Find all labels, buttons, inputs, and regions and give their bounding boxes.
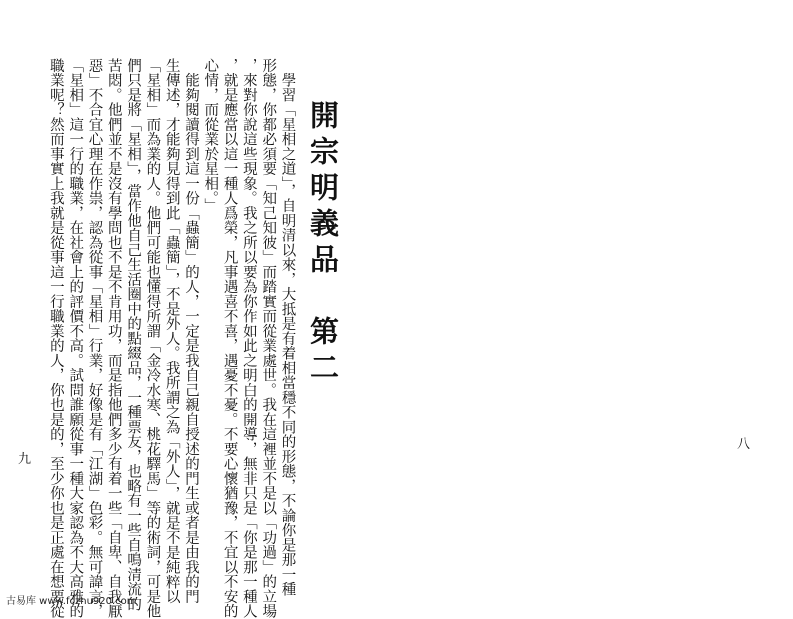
text-column: ，就是應當以這一種人爲榮，凡事遇喜不喜，遇憂不憂。不要心懷猶豫，不宜以不安的 (221, 58, 238, 619)
page-number-right: 八 (737, 437, 751, 452)
text-column: 惡」不合宜心理在作祟，認為從事「星相」行業，好像是有「江湖」色彩。無可諱言， (86, 58, 103, 619)
text-column: 能夠閱讀得到這一份「蟲簡」的人，一定是我自己親自授述的門生或者是由我的門 (183, 58, 199, 604)
text-column: 生傳述，才能夠見得到此「蟲簡」，不是外人。我所謂之為「外人」，就是不是純粹以 (163, 58, 180, 604)
text-column: ，來對你說這些現象。我之所以要為你作如此之明白的開導，無非只是「你是那一種人 (240, 58, 257, 619)
text-column: 職業呢？然而事實上我就是從事這一行職業的人，你也是的，至少你也是正處在想要從 (47, 58, 64, 619)
text-column: 「星相」而為業的人。他們可能也懂得所謂「金冷水寒、桃花驛馬」等的術詞，可是他 (144, 58, 161, 619)
text-column: 學習「星相之道」，自明清以來，大抵是有着相當穩不同的形態，不論你是那一種 (279, 58, 296, 597)
text-column: 們只是將「星相」，當作他自己生活圈中的點綴品，一種票友，也略有一些自鳴清流的 (125, 58, 142, 612)
text-column: 形態，你都必須要「知己知彼」而踏實而從業處世。我在這裡並不是以「功過」的立場 (260, 58, 277, 619)
site-watermark: 古易库 www.fczhu920.com (6, 596, 137, 607)
text-column: 苦悶。他們並不是沒有學問也不是不肯用功，而是指他們多少有着一些「自卑、自我厭 (105, 58, 122, 619)
page-number-left: 九 (18, 452, 32, 467)
text-column: 心情，而從業於星相。」 (202, 58, 219, 213)
chapter-title: 開宗明義品 第二 (306, 100, 340, 388)
text-column: 「星相」這一行的職業，在社會上的評價不高。試問誰願從事一種大家認為不大高雅的 (67, 58, 84, 619)
